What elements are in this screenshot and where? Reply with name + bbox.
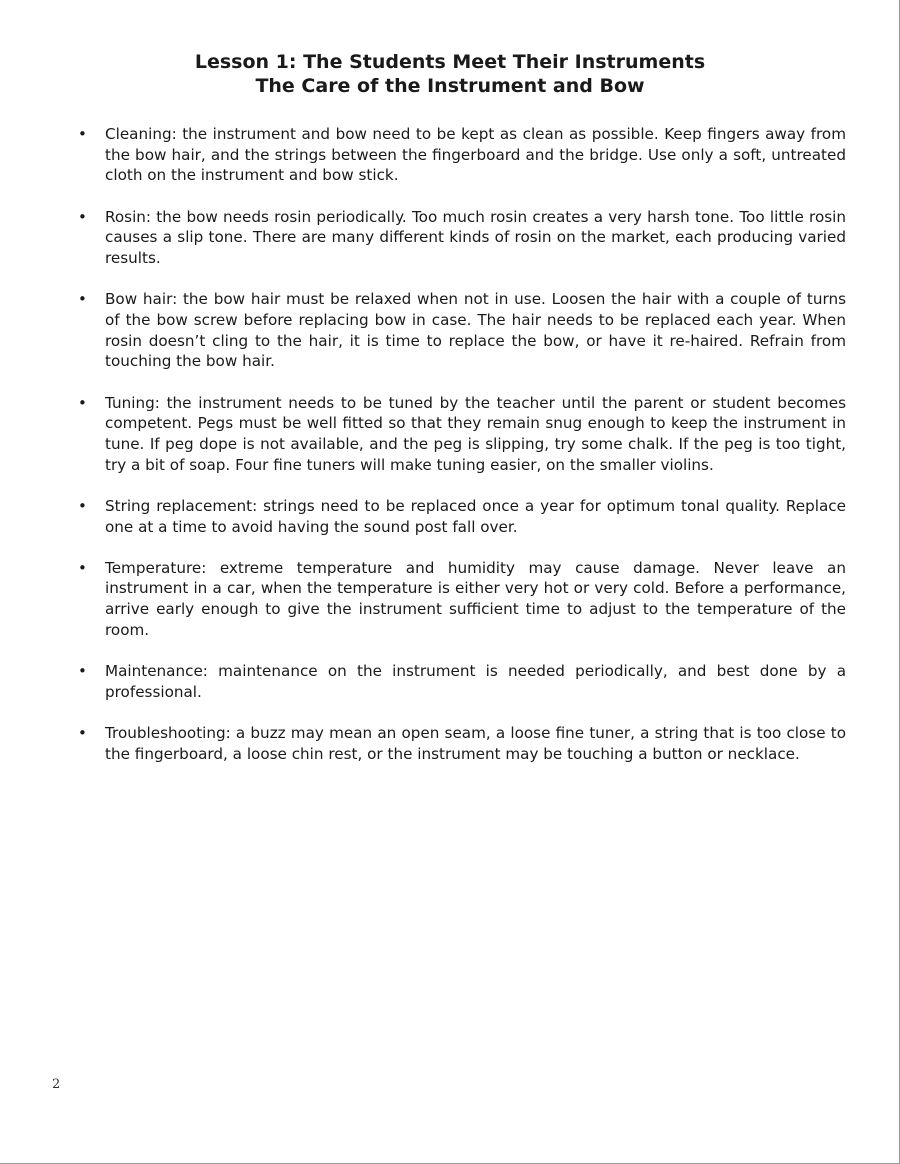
list-item-rosin [78,207,846,269]
bullet-icon: • [78,125,87,143]
bullet-icon: • [78,496,87,515]
list-item-text: Cleaning: the instrument and bow need to be kept as clean as possible. Keep fingers away from the bow hair, and the strings between the fingerboard and the bridge. Use only a soft, untreated cloth on the instrument and bow stick. [105,125,846,185]
bullet-icon: • [78,558,87,577]
list-item-maintenance [78,661,846,702]
list-item-text: Troubleshooting: a buzz may mean an open seam, a loose fine tuner, a string that is too close to the fingerboard, a loose chin rest, or the instrument may be touching a button or necklace. [105,723,846,763]
care-instructions-list [78,124,846,785]
list-item-troubleshooting [78,723,846,764]
page-number: 2 [52,1077,61,1092]
list-item-text: String replacement: strings need to be replaced once a year for optimum tonal quality. Replace one at a time to avoid having the sound post fall over. [105,496,846,536]
list-item-bow-hair [78,289,846,372]
list-item-text: Tuning: the instrument needs to be tuned by the teacher until the parent or student becomes competent. Pegs must be well fitted so that they remain snug enough to keep the instrument in tune. If peg dope is not available, and the peg is slipping, try some chalk. If the peg is too tight, try a bit of soap. Four fine tuners will make tuning easier, on the smaller violins. [105,393,846,474]
list-item-cleaning [78,124,846,186]
list-item-tuning [78,393,846,476]
bullet-icon: • [78,290,87,309]
list-item-temperature [78,558,846,641]
list-item-text: Maintenance: maintenance on the instrument is needed periodically, and best done by a professional. [105,662,846,701]
bullet-icon: • [78,662,87,681]
list-item-text: Temperature: extreme temperature and humidity may cause damage. Never leave an instrument in a car, when the temperature is either very hot or very cold. Before a performance, arrive early enough to give the instrument sufficient time to adjust to the temperature of the room. [105,558,846,639]
title-line-1: Lesson 1: The Students Meet Their Instruments [194,51,706,73]
list-item-text: Bow hair: the bow hair must be relaxed when not in use. Loosen the hair with a couple of turns of the bow screw before replacing bow in case. The hair needs to be replaced each year. When rosin doesn’t cling to the hair, it is time to replace the bow, or have it re-haired. Refrain from touching the bow hair. [105,290,846,371]
list-item-string-replacement [78,496,846,537]
page-title [0,50,900,98]
title-line-2: The Care of the Instrument and Bow [255,75,645,97]
bullet-icon: • [78,393,87,412]
bullet-icon: • [78,723,87,742]
bullet-icon: • [78,207,87,226]
list-item-text: Rosin: the bow needs rosin periodically. Too much rosin creates a very harsh tone. Too little rosin causes a slip tone. There are many different kinds of rosin on the market, each producing varied results. [105,207,846,268]
